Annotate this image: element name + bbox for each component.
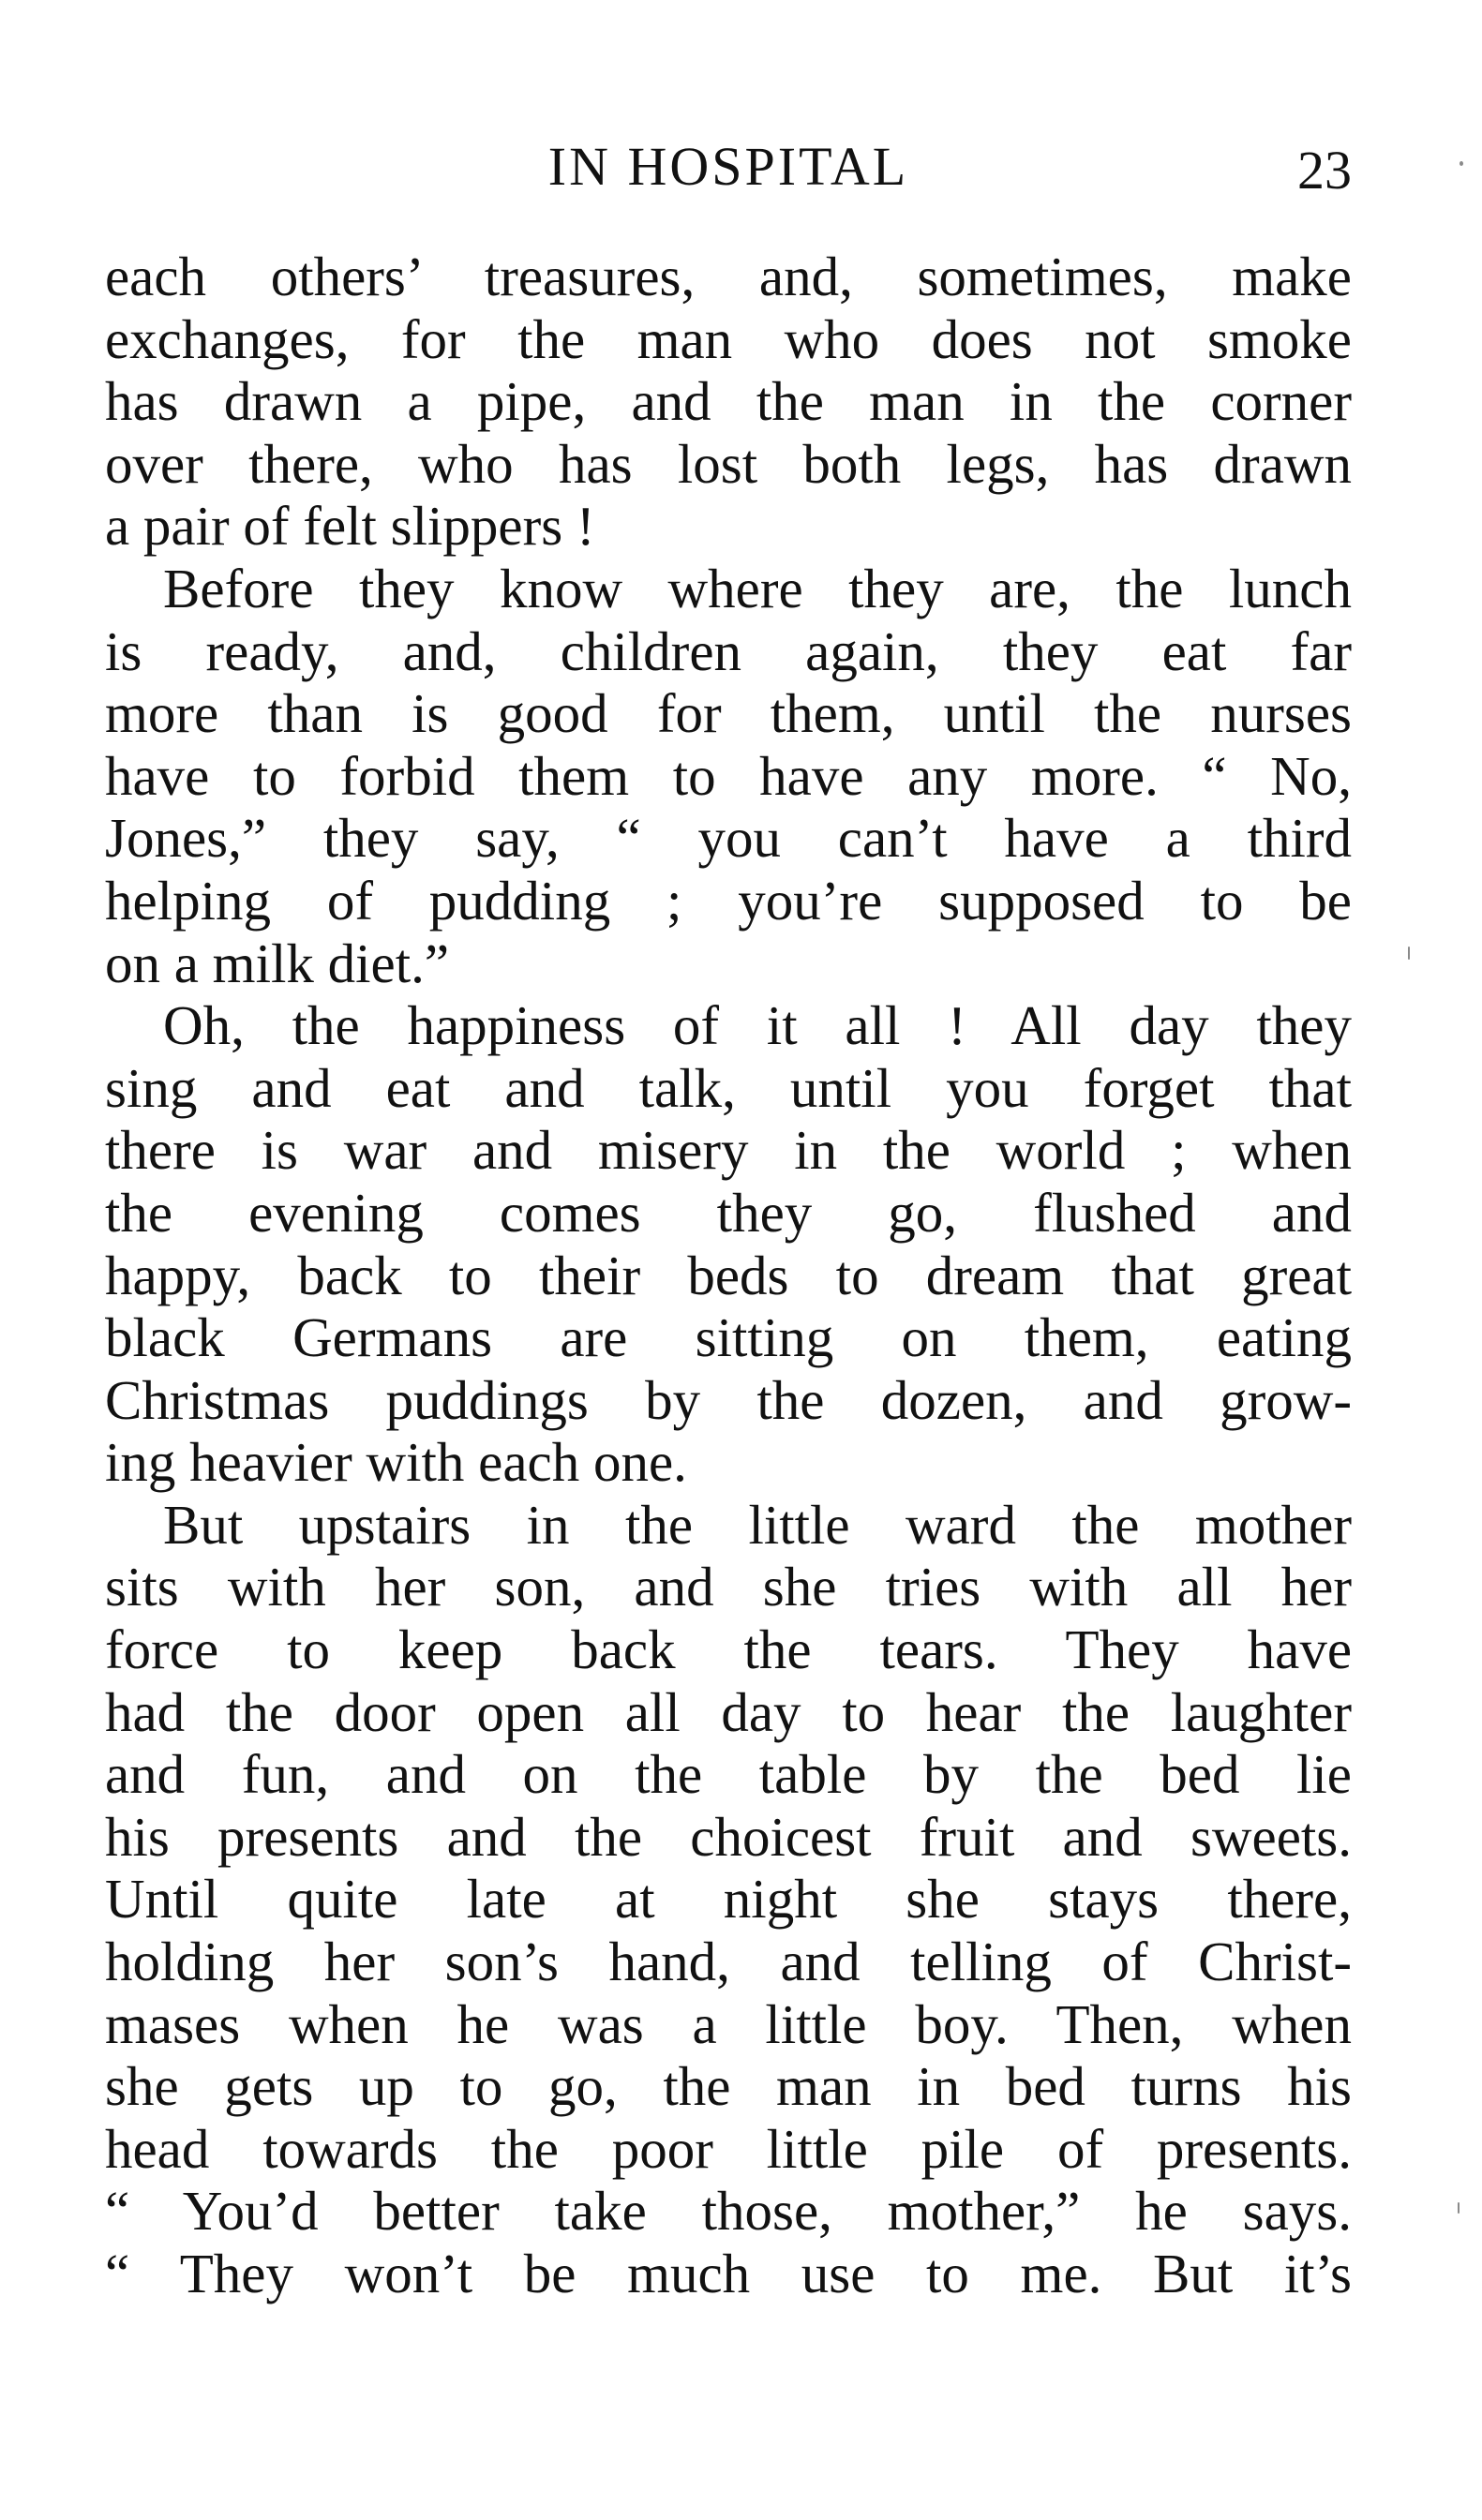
text-line: exchanges, for the man who does not smoke: [105, 307, 1352, 370]
text-line: she gets up to go, the man in bed turns his: [105, 2055, 1352, 2118]
text-line: Christmas puddings by the dozen, and grow-: [105, 1368, 1352, 1431]
body-text: [105, 246, 1352, 2305]
text-line: Until quite late at night she stays there,: [105, 1868, 1352, 1931]
text-line: have to forbid them to have any more. “ No,: [105, 744, 1352, 807]
text-line: sing and eat and talk, until you forget that: [105, 1056, 1352, 1119]
running-title: IN HOSPITAL: [547, 136, 909, 197]
text-line: has drawn a pipe, and the man in the corner: [105, 370, 1352, 433]
text-line: “ You’d better take those, mother,” he says.: [105, 2180, 1352, 2243]
text-line: happy, back to their beds to dream that great: [105, 1244, 1352, 1306]
page-number: 23: [1297, 140, 1352, 201]
text-line: there is war and misery in the world ; when: [105, 1119, 1352, 1182]
text-line: ing heavier with each one.: [105, 1431, 687, 1494]
print-speck: [1408, 947, 1410, 960]
text-line: his presents and the choicest fruit and sweets.: [105, 1805, 1352, 1868]
text-line: and fun, and on the table by the bed lie: [105, 1743, 1352, 1806]
text-line: black Germans are sitting on them, eating: [105, 1306, 1352, 1369]
text-line: a pair of felt slippers !: [105, 495, 595, 558]
text-line: head towards the poor little pile of presents.: [105, 2117, 1352, 2180]
text-line: Jones,” they say, “ you can’t have a third: [105, 807, 1352, 870]
text-line: Before they know where they are, the lunch: [163, 557, 1352, 619]
running-head: [105, 129, 1352, 204]
text-line: more than is good for them, until the nurses: [105, 682, 1352, 745]
text-line: “ They won’t be much use to me. But it’s: [105, 2243, 1352, 2304]
text-line: helping of pudding ; you’re supposed to be: [105, 869, 1352, 932]
text-line: force to keep back the tears. They have: [105, 1618, 1352, 1681]
text-line: the evening comes they go, flushed and: [105, 1181, 1352, 1244]
text-line: But upstairs in the little ward the mother: [163, 1493, 1352, 1556]
text-line: over there, who has lost both legs, has drawn: [105, 432, 1352, 495]
text-line: mases when he was a little boy. Then, when: [105, 1992, 1352, 2055]
text-line: Oh, the happiness of it all ! All day they: [163, 994, 1352, 1057]
text-line: holding her son’s hand, and telling of Christ-: [105, 1931, 1352, 1993]
text-line: had the door open all day to hear the laughter: [105, 1680, 1352, 1743]
text-line: each others’ treasures, and, sometimes, make: [105, 246, 1352, 307]
text-line: sits with her son, and she tries with all her: [105, 1556, 1352, 1618]
print-speck: [1458, 2202, 1460, 2214]
text-line: on a milk diet.”: [105, 932, 450, 994]
print-speck: [1460, 161, 1463, 166]
text-line: is ready, and, children again, they eat far: [105, 619, 1352, 682]
